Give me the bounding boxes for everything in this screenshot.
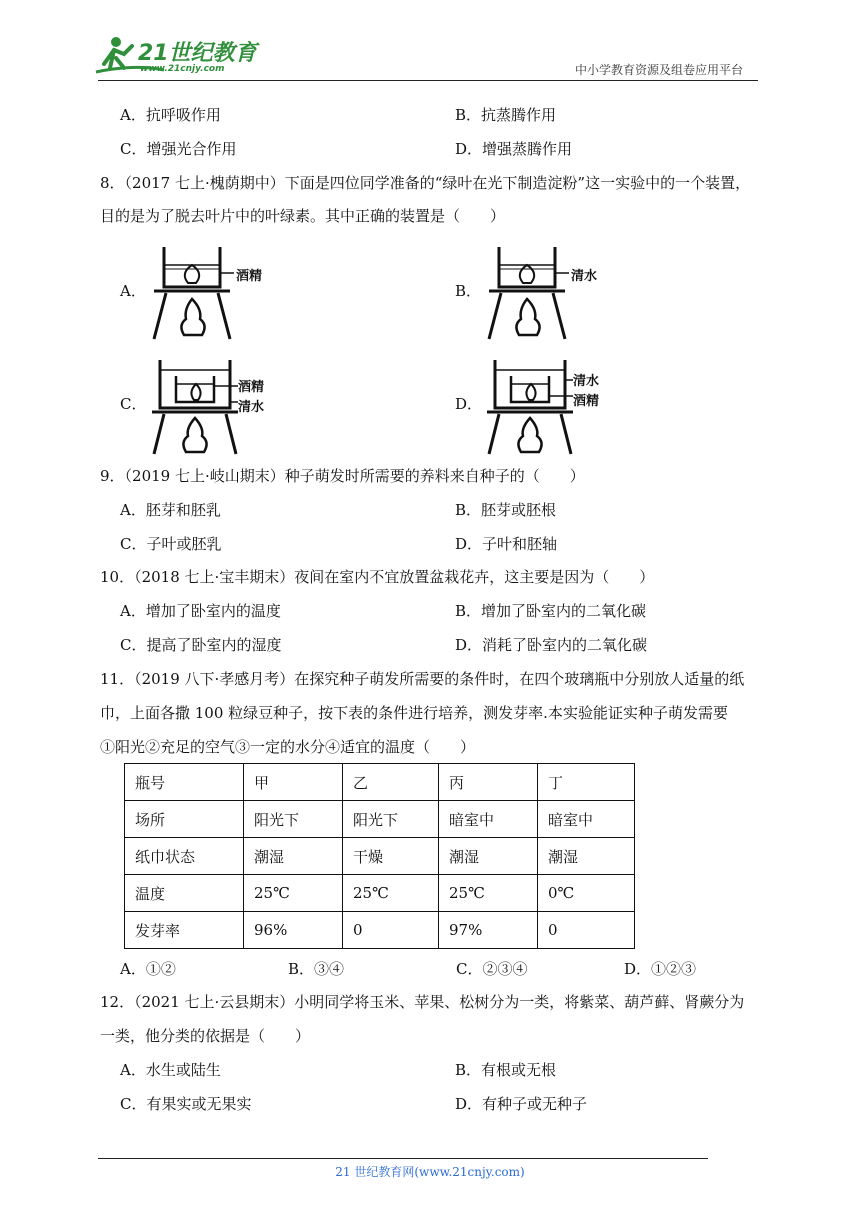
table-cell: 潮湿 xyxy=(538,838,635,875)
label-d-top: 清水 xyxy=(573,374,600,389)
table-cell: 潮湿 xyxy=(244,838,343,875)
q7-option-a: A．抗呼吸作用 xyxy=(120,106,221,124)
table-cell: 0 xyxy=(538,912,635,949)
germination-table xyxy=(124,763,635,949)
table-cell: 乙 xyxy=(343,764,439,801)
table-cell: 25℃ xyxy=(244,875,343,912)
apparatus-b xyxy=(485,243,625,343)
water-bath-icon xyxy=(485,356,625,456)
table-row xyxy=(125,801,635,838)
table-cell: 瓶号 xyxy=(125,764,244,801)
table-cell: 温度 xyxy=(125,875,244,912)
label-c-top: 酒精 xyxy=(238,380,265,395)
q11-option-b: B．③④ xyxy=(288,960,345,978)
table-cell: 甲 xyxy=(244,764,343,801)
footer-divider xyxy=(98,1158,708,1159)
platform-name: 中小学教育资源及组卷应用平台 xyxy=(575,63,744,77)
q9-option-a: A．胚芽和胚乳 xyxy=(120,501,221,519)
table-cell: 发芽率 xyxy=(125,912,244,949)
q9-stem: 9．（2019 七上·岐山期末）种子萌发时所需要的养料来自种子的（ ） xyxy=(100,467,585,485)
q11-option-a: A．①② xyxy=(120,960,176,978)
q8-option-b: B． xyxy=(455,282,482,300)
q12-option-a: A．水生或陆生 xyxy=(120,1061,221,1079)
q12-option-b: B．有根或无根 xyxy=(455,1061,557,1079)
q12-stem-line2: 一类，他分类的依据是（ ） xyxy=(100,1027,311,1045)
beaker-burner-icon xyxy=(150,243,290,343)
q7-option-b: B．抗蒸腾作用 xyxy=(455,106,557,124)
table-cell: 暗室中 xyxy=(439,801,538,838)
footer-link[interactable]: 21 世纪教育网(www.21cnjy.com) xyxy=(335,1165,525,1179)
q9-option-c: C．子叶或胚乳 xyxy=(120,535,222,553)
q12-stem-line1: 12．（2021 七上·云县期末）小明同学将玉米、苹果、松树分为一类，将紫菜、葫芦藓、肾蕨分为 xyxy=(100,993,745,1011)
q9-option-d: D．子叶和胚轴 xyxy=(455,535,558,553)
table-cell: 97% xyxy=(439,912,538,949)
q8-option-d: D． xyxy=(455,395,483,413)
q8-option-c: C． xyxy=(120,395,147,413)
q7-option-c: C．增强光合作用 xyxy=(120,140,237,158)
table-cell: 25℃ xyxy=(439,875,538,912)
label-water: 清水 xyxy=(571,269,598,284)
label-d-bottom: 酒精 xyxy=(573,394,600,409)
q10-option-c: C．提高了卧室内的湿度 xyxy=(120,636,282,654)
q11-stem-line2: 巾，上面各撒 100 粒绿豆种子，按下表的条件进行培养，测发芽率.本实验能证实种子萌发需要 xyxy=(100,704,728,722)
table-cell: 潮湿 xyxy=(439,838,538,875)
q12-option-d: D．有种子或无种子 xyxy=(455,1095,588,1113)
q10-stem: 10．（2018 七上·宝丰期末）夜间在室内不宜放置盆栽花卉，这主要是因为（ ） xyxy=(100,568,655,586)
table-cell: 场所 xyxy=(125,801,244,838)
table-cell: 丙 xyxy=(439,764,538,801)
table-cell: 暗室中 xyxy=(538,801,635,838)
apparatus-d xyxy=(485,356,625,456)
q10-option-a: A．增加了卧室内的温度 xyxy=(120,602,281,620)
logo-url: www.21cnjy.com xyxy=(140,64,225,74)
q8-option-a: A． xyxy=(120,282,146,300)
water-bath-icon xyxy=(150,356,290,456)
q8-stem-line1: 8．（2017 七上·槐荫期中）下面是四位同学准备的“绿叶在光下制造淀粉”这一实验中的一个装置， xyxy=(100,174,751,192)
apparatus-a xyxy=(150,243,290,343)
table-cell: 0℃ xyxy=(538,875,635,912)
table-cell: 丁 xyxy=(538,764,635,801)
header-divider xyxy=(98,80,758,81)
label-alcohol: 酒精 xyxy=(236,269,263,284)
logo-text: 21世纪教育 xyxy=(138,41,257,66)
table-cell: 干燥 xyxy=(343,838,439,875)
table-row xyxy=(125,764,635,801)
q12-option-c: C．有果实或无果实 xyxy=(120,1095,252,1113)
q11-stem-line1: 11．（2019 八下·孝感月考）在探究种子萌发所需要的条件时，在四个玻璃瓶中分别放人适量的纸 xyxy=(100,670,745,688)
table-cell: 96% xyxy=(244,912,343,949)
q8-stem-line2: 目的是为了脱去叶片中的叶绿素。其中正确的装置是（ ） xyxy=(100,207,506,225)
q9-option-b: B．胚芽或胚根 xyxy=(455,501,557,519)
q10-option-b: B．增加了卧室内的二氧化碳 xyxy=(455,602,647,620)
table-row xyxy=(125,875,635,912)
q11-stem-line3: ①阳光②充足的空气③一定的水分④适宜的温度（ ） xyxy=(100,738,476,756)
table-row xyxy=(125,838,635,875)
table-row xyxy=(125,912,635,949)
table-cell: 阳光下 xyxy=(244,801,343,838)
table-cell: 纸巾状态 xyxy=(125,838,244,875)
q11-option-d: D．①②③ xyxy=(624,960,697,978)
q7-option-d: D．增强蒸腾作用 xyxy=(455,140,573,158)
table-cell: 25℃ xyxy=(343,875,439,912)
label-c-bottom: 清水 xyxy=(238,400,265,415)
beaker-burner-icon xyxy=(485,243,625,343)
table-cell: 阳光下 xyxy=(343,801,439,838)
table-cell: 0 xyxy=(343,912,439,949)
q10-option-d: D．消耗了卧室内的二氧化碳 xyxy=(455,636,648,654)
logo xyxy=(94,34,264,78)
q11-option-c: C．②③④ xyxy=(456,960,528,978)
apparatus-c xyxy=(150,356,290,456)
